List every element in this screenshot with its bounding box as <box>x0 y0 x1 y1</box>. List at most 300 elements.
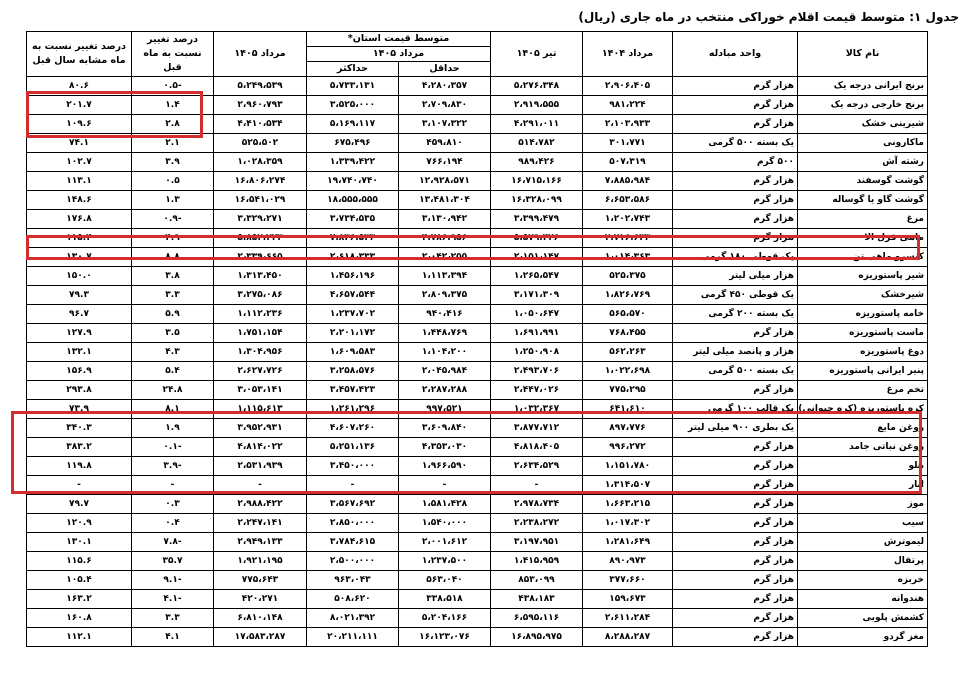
cell-price-mordad-1404: ۵۲۵،۳۷۵ <box>583 267 673 286</box>
cell-change-month: -۹.۱ <box>132 571 214 590</box>
cell-price-mordad-1404: ۱۵۹،۶۷۳ <box>583 590 673 609</box>
cell-change-month: ۴.۳ <box>132 343 214 362</box>
cell-price-mordad-1404: ۱،۶۶۳،۲۱۵ <box>583 495 673 514</box>
cell-price-mordad-1404: ۶۴۱،۶۱۰ <box>583 400 673 419</box>
cell-change-month: ۴.۹ <box>132 229 214 248</box>
cell-price-mordad-1404: ۶،۶۵۳،۵۸۶ <box>583 191 673 210</box>
cell-provincial-max: ۳،۷۸۴،۶۱۵ <box>307 533 399 552</box>
cell-price-mordad-1404: ۷،۸۸۵،۹۸۴ <box>583 172 673 191</box>
table-row <box>27 514 928 533</box>
cell-change-month: ۱.۴ <box>132 96 214 115</box>
cell-change-year: ۱۱۲.۱ <box>27 628 132 647</box>
cell-item-name: هندوانه <box>798 590 928 609</box>
cell-provincial-max: ۱،۴۵۶،۱۹۶ <box>307 267 399 286</box>
cell-item-name: گوشت گوسفند <box>798 172 928 191</box>
cell-price-tir-1405: ۲،۶۳۴،۵۲۹ <box>491 457 583 476</box>
cell-item-name: شیرینی خشک <box>798 115 928 134</box>
cell-change-month: ۳.۳ <box>132 609 214 628</box>
cell-price-tir-1405: ۱۶،۳۲۸،۰۹۹ <box>491 191 583 210</box>
cell-unit: یک بسته ۵۰۰ گرمی <box>673 134 798 153</box>
cell-provincial-max: ۱،۲۶۱،۲۹۶ <box>307 400 399 419</box>
cell-price-tir-1405: ۳،۱۹۷،۹۵۱ <box>491 533 583 552</box>
cell-provincial-min: ۱،۲۳۷،۵۰۰ <box>399 552 491 571</box>
cell-price-tir-1405: ۲،۴۹۳،۷۰۶ <box>491 362 583 381</box>
cell-unit: هزار گرم <box>673 172 798 191</box>
table-row <box>27 324 928 343</box>
header-unit: واحد مبادله <box>673 32 798 77</box>
cell-provincial-max: ۳،۴۵۰،۰۰۰ <box>307 457 399 476</box>
cell-unit: هزار گرم <box>673 438 798 457</box>
cell-item-name: ماکارونی <box>798 134 928 153</box>
cell-price-mordad-1405: ۱،۷۵۱،۱۵۴ <box>214 324 307 343</box>
cell-price-mordad-1405: ۵،۲۴۹،۵۳۹ <box>214 77 307 96</box>
cell-unit: هزار گرم <box>673 381 798 400</box>
cell-item-name: هلو <box>798 457 928 476</box>
cell-item-name: ماهی قزل الا <box>798 229 928 248</box>
cell-change-year: ۷۳.۹ <box>27 400 132 419</box>
cell-change-year: ۲۹۳.۸ <box>27 381 132 400</box>
cell-unit: هزار گرم <box>673 115 798 134</box>
cell-item-name: برنج خارجی درجه یک <box>798 96 928 115</box>
cell-unit: یک قالب ۱۰۰ گرمی <box>673 400 798 419</box>
cell-price-tir-1405: ۳،۸۷۷،۷۱۲ <box>491 419 583 438</box>
cell-item-name: برنج ایرانی درجه یک <box>798 77 928 96</box>
cell-change-year: ۷۴.۱ <box>27 134 132 153</box>
cell-price-mordad-1405: ۵،۸۵۲،۲۲۳ <box>214 229 307 248</box>
cell-provincial-min: - <box>399 476 491 495</box>
cell-unit: هزار میلی لیتر <box>673 267 798 286</box>
cell-item-name: شیرخشک <box>798 286 928 305</box>
cell-price-mordad-1404: ۱،۱۵۱،۷۸۰ <box>583 457 673 476</box>
header-item: نام کالا <box>798 32 928 77</box>
cell-change-year: ۱۲۰.۹ <box>27 514 132 533</box>
header-tir-1405: تیر ۱۴۰۵ <box>491 32 583 77</box>
table-row <box>27 476 928 495</box>
cell-change-month: ۴.۱ <box>132 628 214 647</box>
cell-change-month: ۰.۴ <box>132 514 214 533</box>
cell-unit: هزار گرم <box>673 609 798 628</box>
table-row <box>27 305 928 324</box>
cell-change-month: ۱.۳ <box>132 191 214 210</box>
cell-price-tir-1405: ۴،۸۱۸،۴۰۵ <box>491 438 583 457</box>
cell-item-name: خربزه <box>798 571 928 590</box>
cell-item-name: دوغ پاستوریزه <box>798 343 928 362</box>
header-change-month: درصد تغییر نسبت به ماه قبل <box>132 32 214 77</box>
cell-change-year: ۱۳۰.۱ <box>27 533 132 552</box>
cell-price-tir-1405: ۳،۱۷۱،۳۰۹ <box>491 286 583 305</box>
cell-item-name: روغن نباتی جامد <box>798 438 928 457</box>
cell-price-mordad-1405: ۲،۲۴۷،۱۴۱ <box>214 514 307 533</box>
cell-provincial-min: ۲،۰۴۲،۲۵۵ <box>399 248 491 267</box>
table-row <box>27 115 928 134</box>
cell-item-name: رشته آش <box>798 153 928 172</box>
table-row <box>27 438 928 457</box>
cell-item-name: لیموترش <box>798 533 928 552</box>
cell-change-month: ۳.۳ <box>132 286 214 305</box>
cell-change-year: - <box>27 476 132 495</box>
cell-price-mordad-1405: ۱۶،۸۰۶،۲۷۴ <box>214 172 307 191</box>
cell-price-tir-1405: ۲،۹۱۹،۵۵۵ <box>491 96 583 115</box>
cell-price-mordad-1405: ۲،۹۴۹،۱۳۳ <box>214 533 307 552</box>
cell-price-mordad-1405: ۱،۰۲۸،۳۵۹ <box>214 153 307 172</box>
cell-unit: هزار گرم <box>673 476 798 495</box>
table-row <box>27 400 928 419</box>
cell-unit: هزار گرم <box>673 324 798 343</box>
cell-change-month: -۰.۱ <box>132 438 214 457</box>
cell-provincial-max: ۱،۳۳۹،۴۲۲ <box>307 153 399 172</box>
table-body <box>27 77 928 647</box>
cell-price-mordad-1405: ۴،۴۱۰،۵۳۴ <box>214 115 307 134</box>
cell-provincial-min: ۹۹۷،۵۲۱ <box>399 400 491 419</box>
cell-item-name: مغز گردو <box>798 628 928 647</box>
cell-change-year: ۳۴۰.۳ <box>27 419 132 438</box>
cell-unit: هزار گرم <box>673 552 798 571</box>
cell-change-year: ۱۰۵.۴ <box>27 571 132 590</box>
cell-change-year: ۱۱۵.۴ <box>27 229 132 248</box>
cell-price-tir-1405: ۱،۰۳۲،۳۶۷ <box>491 400 583 419</box>
cell-price-mordad-1404: ۸،۲۸۸،۲۸۷ <box>583 628 673 647</box>
cell-price-mordad-1404: ۲،۷۱۶،۶۳۳ <box>583 229 673 248</box>
cell-provincial-min: ۴،۲۸۰،۳۵۷ <box>399 77 491 96</box>
cell-change-month: ۱.۹ <box>132 419 214 438</box>
cell-provincial-min: ۴،۷۸۶،۹۵۶ <box>399 229 491 248</box>
header-change-year: درصد تغییر نسبت به ماه مشابه سال قبل <box>27 32 132 77</box>
cell-change-month: ۲.۸ <box>132 115 214 134</box>
cell-item-name: خامه پاستوریزه <box>798 305 928 324</box>
cell-change-year: ۱۱۵.۶ <box>27 552 132 571</box>
cell-item-name: کنسرو ماهی تن <box>798 248 928 267</box>
cell-unit: هزار و پانصد میلی لیتر <box>673 343 798 362</box>
cell-price-tir-1405: ۱،۰۵۰،۶۴۷ <box>491 305 583 324</box>
cell-provincial-min: ۹۴۰،۴۱۶ <box>399 305 491 324</box>
cell-price-mordad-1405: ۳،۰۵۳،۱۴۱ <box>214 381 307 400</box>
cell-price-mordad-1405: ۱۶،۵۴۱،۰۲۹ <box>214 191 307 210</box>
cell-price-mordad-1405: ۲،۹۶۰،۷۹۳ <box>214 96 307 115</box>
cell-provincial-max: ۱۹،۷۴۰،۷۴۰ <box>307 172 399 191</box>
cell-price-mordad-1405: ۷۷۵،۶۴۳ <box>214 571 307 590</box>
cell-change-month: ۳.۵ <box>132 324 214 343</box>
cell-price-mordad-1404: ۱،۰۱۷،۳۰۲ <box>583 514 673 533</box>
cell-price-tir-1405: ۸۵۳،۰۹۹ <box>491 571 583 590</box>
cell-provincial-max: ۲۰،۲۱۱،۱۱۱ <box>307 628 399 647</box>
header-mordad-1404: مرداد ۱۴۰۴ <box>583 32 673 77</box>
table-row <box>27 628 928 647</box>
cell-price-mordad-1404: ۲،۱۰۳،۹۳۳ <box>583 115 673 134</box>
cell-change-month: -۰.۵ <box>132 77 214 96</box>
cell-price-tir-1405: ۱،۲۶۵،۵۴۷ <box>491 267 583 286</box>
cell-change-month: ۲.۱ <box>132 134 214 153</box>
cell-provincial-min: ۵،۲۰۴،۱۶۶ <box>399 609 491 628</box>
cell-provincial-min: ۳،۱۰۷،۳۲۲ <box>399 115 491 134</box>
cell-provincial-min: ۷۶۶،۱۹۴ <box>399 153 491 172</box>
table-title: جدول ۱: متوسط قیمت اقلام خوراکی منتخب در ماه جاری (ریال) <box>578 10 959 24</box>
cell-provincial-min: ۴۵۹،۸۱۰ <box>399 134 491 153</box>
cell-change-month: -۳.۹ <box>132 457 214 476</box>
cell-provincial-max: ۲،۶۱۸،۳۳۳ <box>307 248 399 267</box>
cell-provincial-min: ۱،۹۶۶،۵۹۰ <box>399 457 491 476</box>
cell-item-name: تخم مرغ <box>798 381 928 400</box>
cell-provincial-max: ۱۸،۵۵۵،۵۵۵ <box>307 191 399 210</box>
cell-provincial-max: ۷،۸۳۶،۵۳۳ <box>307 229 399 248</box>
table-row <box>27 457 928 476</box>
cell-provincial-max: ۵،۲۵۱،۱۳۶ <box>307 438 399 457</box>
cell-price-tir-1405: ۱۶،۷۱۵،۱۶۶ <box>491 172 583 191</box>
cell-price-tir-1405: ۲،۲۳۸،۲۷۲ <box>491 514 583 533</box>
cell-provincial-max: ۲،۲۰۱،۱۷۲ <box>307 324 399 343</box>
cell-provincial-min: ۳،۱۳۰،۹۴۲ <box>399 210 491 229</box>
cell-price-mordad-1405: - <box>214 476 307 495</box>
cell-price-tir-1405: ۱،۲۵۰،۹۰۸ <box>491 343 583 362</box>
cell-change-month: -۴.۱ <box>132 590 214 609</box>
cell-unit: هزار گرم <box>673 191 798 210</box>
cell-price-tir-1405: ۵،۲۷۶،۳۴۸ <box>491 77 583 96</box>
cell-item-name: کره پاستوریزه (کره حیوانی) <box>798 400 928 419</box>
cell-item-name: مرغ <box>798 210 928 229</box>
cell-unit: هزار گرم <box>673 495 798 514</box>
table-row <box>27 419 928 438</box>
cell-change-year: ۱۰۹.۶ <box>27 115 132 134</box>
cell-item-name: کشمش پلویی <box>798 609 928 628</box>
table-row <box>27 286 928 305</box>
cell-price-tir-1405: ۴۳۸،۱۸۳ <box>491 590 583 609</box>
table-row <box>27 381 928 400</box>
cell-unit: هزار گرم <box>673 571 798 590</box>
cell-change-year: ۱۴۸.۶ <box>27 191 132 210</box>
cell-provincial-min: ۱۶،۱۲۳،۰۷۶ <box>399 628 491 647</box>
cell-unit: هزار گرم <box>673 628 798 647</box>
table-row <box>27 495 928 514</box>
cell-change-year: ۱۵۰.۰ <box>27 267 132 286</box>
cell-provincial-max: ۴،۶۵۷،۵۴۴ <box>307 286 399 305</box>
table-row <box>27 229 928 248</box>
cell-price-mordad-1404: ۷۶۸،۴۵۵ <box>583 324 673 343</box>
cell-change-month: ۸.۸ <box>132 248 214 267</box>
cell-price-mordad-1405: ۲،۹۸۸،۴۲۲ <box>214 495 307 514</box>
cell-unit: یک بطری ۹۰۰ میلی لیتر <box>673 419 798 438</box>
cell-price-tir-1405: ۱۶،۸۹۵،۹۷۵ <box>491 628 583 647</box>
cell-price-mordad-1404: ۱،۲۰۲،۷۴۳ <box>583 210 673 229</box>
cell-item-name: شیر پاستوریزه <box>798 267 928 286</box>
cell-change-year: ۱۳۰.۷ <box>27 248 132 267</box>
cell-provincial-max: ۵،۱۶۹،۱۱۷ <box>307 115 399 134</box>
cell-price-mordad-1405: ۳،۲۷۵،۰۸۶ <box>214 286 307 305</box>
cell-price-mordad-1405: ۱،۳۰۴،۹۵۶ <box>214 343 307 362</box>
cell-provincial-min: ۱،۵۸۱،۴۲۸ <box>399 495 491 514</box>
table-row <box>27 609 928 628</box>
cell-price-mordad-1404: ۳۷۷،۶۶۰ <box>583 571 673 590</box>
cell-change-month: -۷.۸ <box>132 533 214 552</box>
cell-provincial-min: ۱۳،۴۸۱،۳۰۴ <box>399 191 491 210</box>
cell-unit: یک قوطی ۱۸۰ گرمی <box>673 248 798 267</box>
cell-provincial-max: ۱،۲۳۷،۷۰۲ <box>307 305 399 324</box>
cell-price-mordad-1405: ۱،۳۱۳،۴۵۰ <box>214 267 307 286</box>
cell-price-tir-1405: ۱،۴۱۵،۹۵۹ <box>491 552 583 571</box>
cell-unit: هزار گرم <box>673 77 798 96</box>
cell-item-name: پنیر ایرانی پاستوریزه <box>798 362 928 381</box>
cell-provincial-max: ۳،۲۵۸،۵۷۶ <box>307 362 399 381</box>
cell-price-mordad-1404: ۸۹۷،۷۷۶ <box>583 419 673 438</box>
cell-price-tir-1405: ۹۸۹،۴۲۶ <box>491 153 583 172</box>
header-mordad-1405: مرداد ۱۴۰۵ <box>214 32 307 77</box>
cell-provincial-max: ۳،۵۶۷،۶۹۲ <box>307 495 399 514</box>
table-row <box>27 590 928 609</box>
cell-unit: هزار گرم <box>673 514 798 533</box>
cell-price-tir-1405: ۱،۶۹۱،۹۹۱ <box>491 324 583 343</box>
cell-provincial-max: ۶۷۵،۴۹۶ <box>307 134 399 153</box>
cell-provincial-max: ۴،۶۰۷،۲۶۰ <box>307 419 399 438</box>
cell-change-year: ۱۲۷.۹ <box>27 324 132 343</box>
table-row <box>27 362 928 381</box>
price-table <box>26 31 928 647</box>
table-row <box>27 153 928 172</box>
cell-change-year: ۱۷۶.۸ <box>27 210 132 229</box>
cell-unit: ۵۰۰ گرم <box>673 153 798 172</box>
cell-provincial-min: ۱،۴۴۸،۷۶۹ <box>399 324 491 343</box>
cell-provincial-max: ۳،۴۵۷،۴۲۳ <box>307 381 399 400</box>
cell-price-mordad-1405: ۱،۱۱۲،۲۳۶ <box>214 305 307 324</box>
cell-price-tir-1405: ۲،۱۵۱،۱۴۷ <box>491 248 583 267</box>
cell-provincial-min: ۴،۳۵۳،۰۳۰ <box>399 438 491 457</box>
cell-change-year: ۱۶۳.۲ <box>27 590 132 609</box>
cell-unit: یک قوطی ۴۵۰ گرمی <box>673 286 798 305</box>
cell-price-tir-1405: ۲،۹۷۸،۷۳۴ <box>491 495 583 514</box>
cell-provincial-min: ۱،۱۱۳،۳۹۴ <box>399 267 491 286</box>
cell-price-mordad-1405: ۳،۳۲۹،۲۷۱ <box>214 210 307 229</box>
cell-provincial-max: ۲،۵۰۰،۰۰۰ <box>307 552 399 571</box>
table-row <box>27 343 928 362</box>
cell-item-name: سیب <box>798 514 928 533</box>
cell-price-mordad-1404: ۵۰۷،۳۱۹ <box>583 153 673 172</box>
cell-price-mordad-1405: ۲،۶۲۷،۷۲۶ <box>214 362 307 381</box>
cell-provincial-min: ۲،۰۰۱،۶۱۲ <box>399 533 491 552</box>
cell-change-month: ۳۵.۷ <box>132 552 214 571</box>
cell-change-year: ۱۵۶.۹ <box>27 362 132 381</box>
cell-price-mordad-1404: ۱،۰۱۴،۳۶۳ <box>583 248 673 267</box>
cell-price-mordad-1405: ۱،۱۱۵،۶۱۳ <box>214 400 307 419</box>
cell-change-month: ۳.۸ <box>132 267 214 286</box>
cell-price-tir-1405: ۳،۳۹۹،۴۷۹ <box>491 210 583 229</box>
cell-price-mordad-1404: ۱،۰۲۲،۶۹۸ <box>583 362 673 381</box>
header-min: حداقل <box>399 62 491 77</box>
cell-provincial-max: ۵،۷۳۳،۱۳۱ <box>307 77 399 96</box>
cell-provincial-max: ۳،۵۲۵،۰۰۰ <box>307 96 399 115</box>
cell-price-mordad-1404: ۷۷۵،۲۹۵ <box>583 381 673 400</box>
table-row <box>27 96 928 115</box>
cell-change-year: ۷۹.۷ <box>27 495 132 514</box>
cell-provincial-min: ۲،۰۴۵،۹۸۴ <box>399 362 491 381</box>
cell-provincial-min: ۲،۷۰۹،۸۳۰ <box>399 96 491 115</box>
cell-change-month: ۵.۹ <box>132 305 214 324</box>
cell-price-mordad-1404: ۵۶۵،۵۷۰ <box>583 305 673 324</box>
cell-provincial-min: ۳۳۸،۵۱۸ <box>399 590 491 609</box>
cell-change-year: ۱۰۲.۷ <box>27 153 132 172</box>
cell-provincial-min: ۱۲،۹۲۸،۵۷۱ <box>399 172 491 191</box>
cell-change-year: ۳۸۳.۲ <box>27 438 132 457</box>
cell-change-month: ۳.۹ <box>132 153 214 172</box>
cell-price-mordad-1404: ۵۶۲،۲۶۳ <box>583 343 673 362</box>
cell-unit: هزار گرم <box>673 210 798 229</box>
cell-item-name: موز <box>798 495 928 514</box>
cell-provincial-max: ۲،۸۵۰،۰۰۰ <box>307 514 399 533</box>
cell-price-mordad-1404: ۱،۲۸۱،۶۴۹ <box>583 533 673 552</box>
table-row <box>27 267 928 286</box>
cell-price-mordad-1405: ۳،۹۵۲،۹۳۱ <box>214 419 307 438</box>
header-provincial-average: متوسط قیمت استان* <box>307 32 491 47</box>
table-row <box>27 571 928 590</box>
table-row <box>27 552 928 571</box>
cell-price-mordad-1404: ۱،۸۲۶،۷۶۹ <box>583 286 673 305</box>
cell-change-year: ۱۱۹.۸ <box>27 457 132 476</box>
cell-change-month: ۲۴.۸ <box>132 381 214 400</box>
cell-unit: هزار گرم <box>673 457 798 476</box>
cell-unit: هزار گرم <box>673 229 798 248</box>
cell-price-mordad-1405: ۶،۸۱۰،۱۴۸ <box>214 609 307 628</box>
table-row <box>27 172 928 191</box>
cell-change-year: ۹۶.۷ <box>27 305 132 324</box>
cell-change-month: ۰.۳ <box>132 495 214 514</box>
cell-price-mordad-1405: ۴،۸۱۴،۰۲۲ <box>214 438 307 457</box>
cell-price-mordad-1405: ۱۷،۵۸۳،۲۸۷ <box>214 628 307 647</box>
cell-provincial-max: ۹۶۳،۰۴۳ <box>307 571 399 590</box>
cell-price-mordad-1404: ۲،۹۰۶،۴۰۵ <box>583 77 673 96</box>
cell-price-mordad-1404: ۱،۳۱۴،۵۰۷ <box>583 476 673 495</box>
cell-provincial-min: ۳،۶۰۹،۸۴۰ <box>399 419 491 438</box>
cell-price-tir-1405: ۵،۵۷۹،۴۲۶ <box>491 229 583 248</box>
cell-price-tir-1405: - <box>491 476 583 495</box>
cell-provincial-max: - <box>307 476 399 495</box>
cell-change-month: ۰.۵ <box>132 172 214 191</box>
cell-unit: یک بسته ۲۰۰ گرمی <box>673 305 798 324</box>
cell-change-month: - <box>132 476 214 495</box>
table-row <box>27 210 928 229</box>
cell-price-mordad-1404: ۹۸۱،۲۲۴ <box>583 96 673 115</box>
cell-provincial-max: ۸،۰۲۱،۳۹۲ <box>307 609 399 628</box>
cell-change-year: ۱۶۰.۸ <box>27 609 132 628</box>
cell-item-name: انار <box>798 476 928 495</box>
cell-provincial-min: ۲،۸۰۹،۳۷۵ <box>399 286 491 305</box>
cell-provincial-min: ۱،۱۰۴،۲۰۰ <box>399 343 491 362</box>
cell-provincial-min: ۲،۲۸۷،۲۸۸ <box>399 381 491 400</box>
cell-item-name: ماست پاستوریزه <box>798 324 928 343</box>
cell-item-name: پرتقال <box>798 552 928 571</box>
cell-unit: هزار گرم <box>673 533 798 552</box>
cell-provincial-min: ۱،۵۴۰،۰۰۰ <box>399 514 491 533</box>
cell-price-tir-1405: ۴،۲۹۱،۰۱۱ <box>491 115 583 134</box>
cell-provincial-max: ۱،۶۰۹،۵۸۳ <box>307 343 399 362</box>
cell-price-tir-1405: ۲،۴۴۷،۰۲۶ <box>491 381 583 400</box>
table-row <box>27 533 928 552</box>
cell-change-month: -۰.۹ <box>132 210 214 229</box>
cell-unit: هزار گرم <box>673 96 798 115</box>
cell-provincial-max: ۳،۷۳۴،۵۳۵ <box>307 210 399 229</box>
header-provincial-month: مرداد ۱۴۰۵ <box>307 47 491 62</box>
table-row <box>27 134 928 153</box>
cell-price-tir-1405: ۵۱۴،۷۸۲ <box>491 134 583 153</box>
header-max: حداکثر <box>307 62 399 77</box>
cell-unit: یک بسته ۵۰۰ گرمی <box>673 362 798 381</box>
cell-price-mordad-1405: ۲،۳۳۹،۶۶۵ <box>214 248 307 267</box>
cell-provincial-min: ۵۶۳،۰۴۰ <box>399 571 491 590</box>
cell-change-year: ۲۰۱.۷ <box>27 96 132 115</box>
cell-change-year: ۷۹.۳ <box>27 286 132 305</box>
cell-price-mordad-1405: ۴۲۰،۲۷۱ <box>214 590 307 609</box>
cell-change-month: ۸.۱ <box>132 400 214 419</box>
cell-change-month: ۵.۴ <box>132 362 214 381</box>
cell-change-year: ۱۳۲.۱ <box>27 343 132 362</box>
cell-change-year: ۸۰.۶ <box>27 77 132 96</box>
cell-item-name: گوشت گاو یا گوساله <box>798 191 928 210</box>
table-row <box>27 191 928 210</box>
